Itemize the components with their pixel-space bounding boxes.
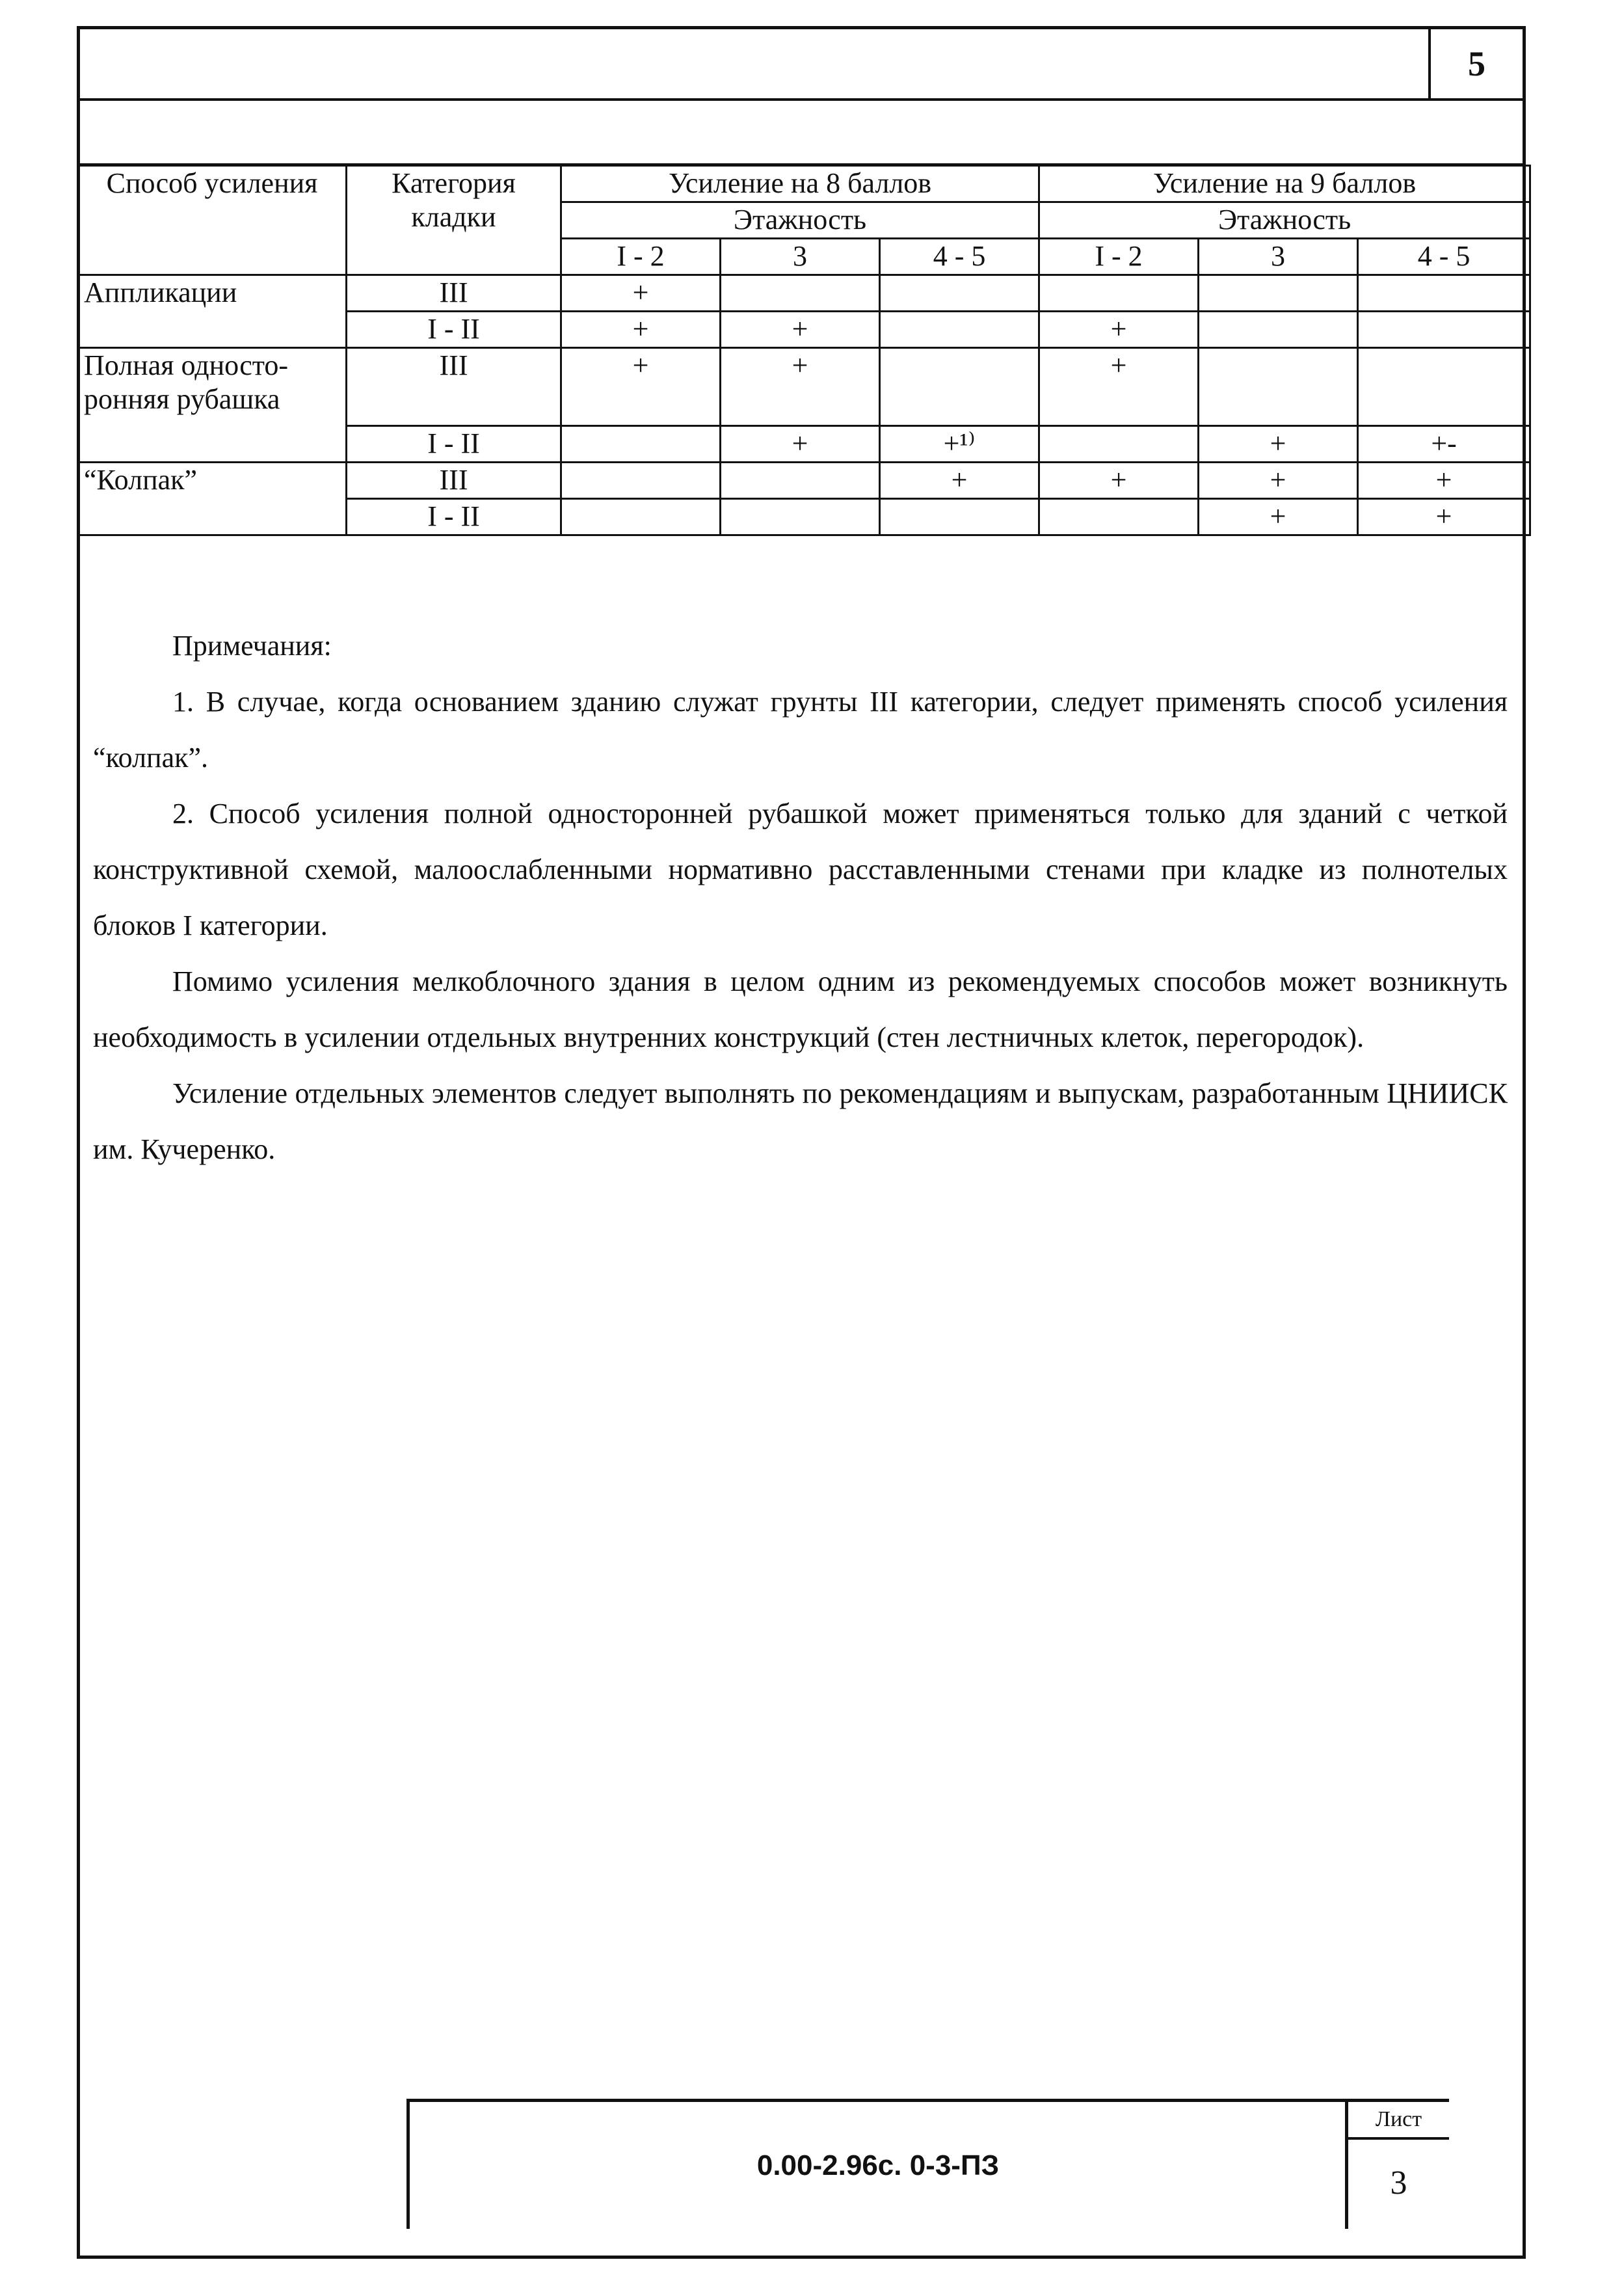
- method-cell: Аппликации: [78, 275, 347, 348]
- value-cell: [1039, 275, 1199, 312]
- value-cell: +: [880, 463, 1039, 499]
- value-cell: [880, 312, 1039, 348]
- value-cell: [561, 426, 721, 463]
- sheet-label: Лист: [1348, 2102, 1449, 2140]
- page-frame: [77, 26, 1526, 2259]
- value-cell: [880, 275, 1039, 312]
- col-header: 4 - 5: [880, 239, 1039, 275]
- value-cell: +: [561, 275, 721, 312]
- document-code: 0.00-2.96с. 0-3-ПЗ: [756, 2149, 1000, 2181]
- value-cell: [561, 463, 721, 499]
- value-cell: [721, 499, 880, 535]
- value-cell: [721, 275, 880, 312]
- method-cell: “Колпак”: [78, 463, 347, 535]
- value-cell: [1199, 312, 1358, 348]
- value-cell: +: [721, 426, 880, 463]
- top-bar: [80, 29, 1523, 101]
- header-category: Категория кладки: [347, 166, 561, 275]
- value-cell: [1358, 348, 1530, 426]
- category-cell: I - II: [347, 426, 561, 463]
- col-header: 3: [1199, 239, 1358, 275]
- value-cell: [880, 499, 1039, 535]
- col-header: I - 2: [561, 239, 721, 275]
- value-cell: +: [721, 348, 880, 426]
- paragraph-4: Усиление отдельных элементов следует выполнять по рекомендациям и выпускам, разработанным ЦНИИСК им. Кучеренко.: [93, 1077, 1508, 1165]
- title-block: [406, 2099, 1449, 2229]
- notes-heading: Примечания:: [172, 630, 332, 662]
- header-storeys-9: Этажность: [1039, 202, 1530, 239]
- note-2: 2. Способ усиления полной односторонней рубашкой может применяться только для зданий с четкой конструктивной схемой, малоослабленными нормативно расставленными стенами при кладке из полнотелых блоков I категории.: [93, 798, 1508, 941]
- header-method: Способ усиления: [78, 166, 347, 275]
- notes-section: [93, 618, 1508, 1178]
- value-cell: +: [1039, 463, 1199, 499]
- value-cell: +: [721, 312, 880, 348]
- value-cell: [880, 348, 1039, 426]
- value-cell: [1039, 499, 1199, 535]
- paragraph-3: Помимо усиления мелкоблочного здания в целом одним из рекомендуемых способов может возникнуть необходимость в усилении отдельных внутренних конструкций (стен лестничных клеток, перегородок).: [93, 965, 1508, 1053]
- sheet-box: [1345, 2102, 1449, 2229]
- value-cell: [1358, 312, 1530, 348]
- header-group-9: Усиление на 9 баллов: [1039, 166, 1530, 202]
- table-row: [78, 275, 1530, 312]
- value-cell: [1199, 348, 1358, 426]
- value-cell: [1039, 426, 1199, 463]
- note-1: 1. В случае, когда основанием зданию служат грунты III категории, следует применять способ усиления “колпак”.: [93, 686, 1508, 774]
- value-cell: [1358, 275, 1530, 312]
- reinforcement-table: [77, 165, 1531, 536]
- header-group-8: Усиление на 8 баллов: [561, 166, 1039, 202]
- value-cell: +: [561, 312, 721, 348]
- category-cell: III: [347, 275, 561, 312]
- col-header: 4 - 5: [1358, 239, 1530, 275]
- value-cell: +¹⁾: [880, 426, 1039, 463]
- value-cell: +: [1358, 499, 1530, 535]
- value-cell: +: [1199, 463, 1358, 499]
- value-cell: +: [1039, 312, 1199, 348]
- value-cell: +: [1039, 348, 1199, 426]
- table-row: [78, 463, 1530, 499]
- table-row: [78, 348, 1530, 426]
- category-cell: I - II: [347, 312, 561, 348]
- value-cell: +: [1358, 463, 1530, 499]
- header-gap-bar: [80, 101, 1523, 166]
- value-cell: [721, 463, 880, 499]
- value-cell: +: [561, 348, 721, 426]
- header-storeys-8: Этажность: [561, 202, 1039, 239]
- category-cell: III: [347, 348, 561, 426]
- method-cell: Полная односто-ронняя рубашка: [78, 348, 347, 463]
- col-header: I - 2: [1039, 239, 1199, 275]
- category-cell: I - II: [347, 499, 561, 535]
- value-cell: +: [1199, 499, 1358, 535]
- value-cell: [561, 499, 721, 535]
- value-cell: [1199, 275, 1358, 312]
- col-header: 3: [721, 239, 880, 275]
- sheet-number: 3: [1390, 2164, 1407, 2202]
- value-cell: +-: [1358, 426, 1530, 463]
- page-number: 5: [1428, 29, 1523, 98]
- value-cell: +: [1199, 426, 1358, 463]
- category-cell: III: [347, 463, 561, 499]
